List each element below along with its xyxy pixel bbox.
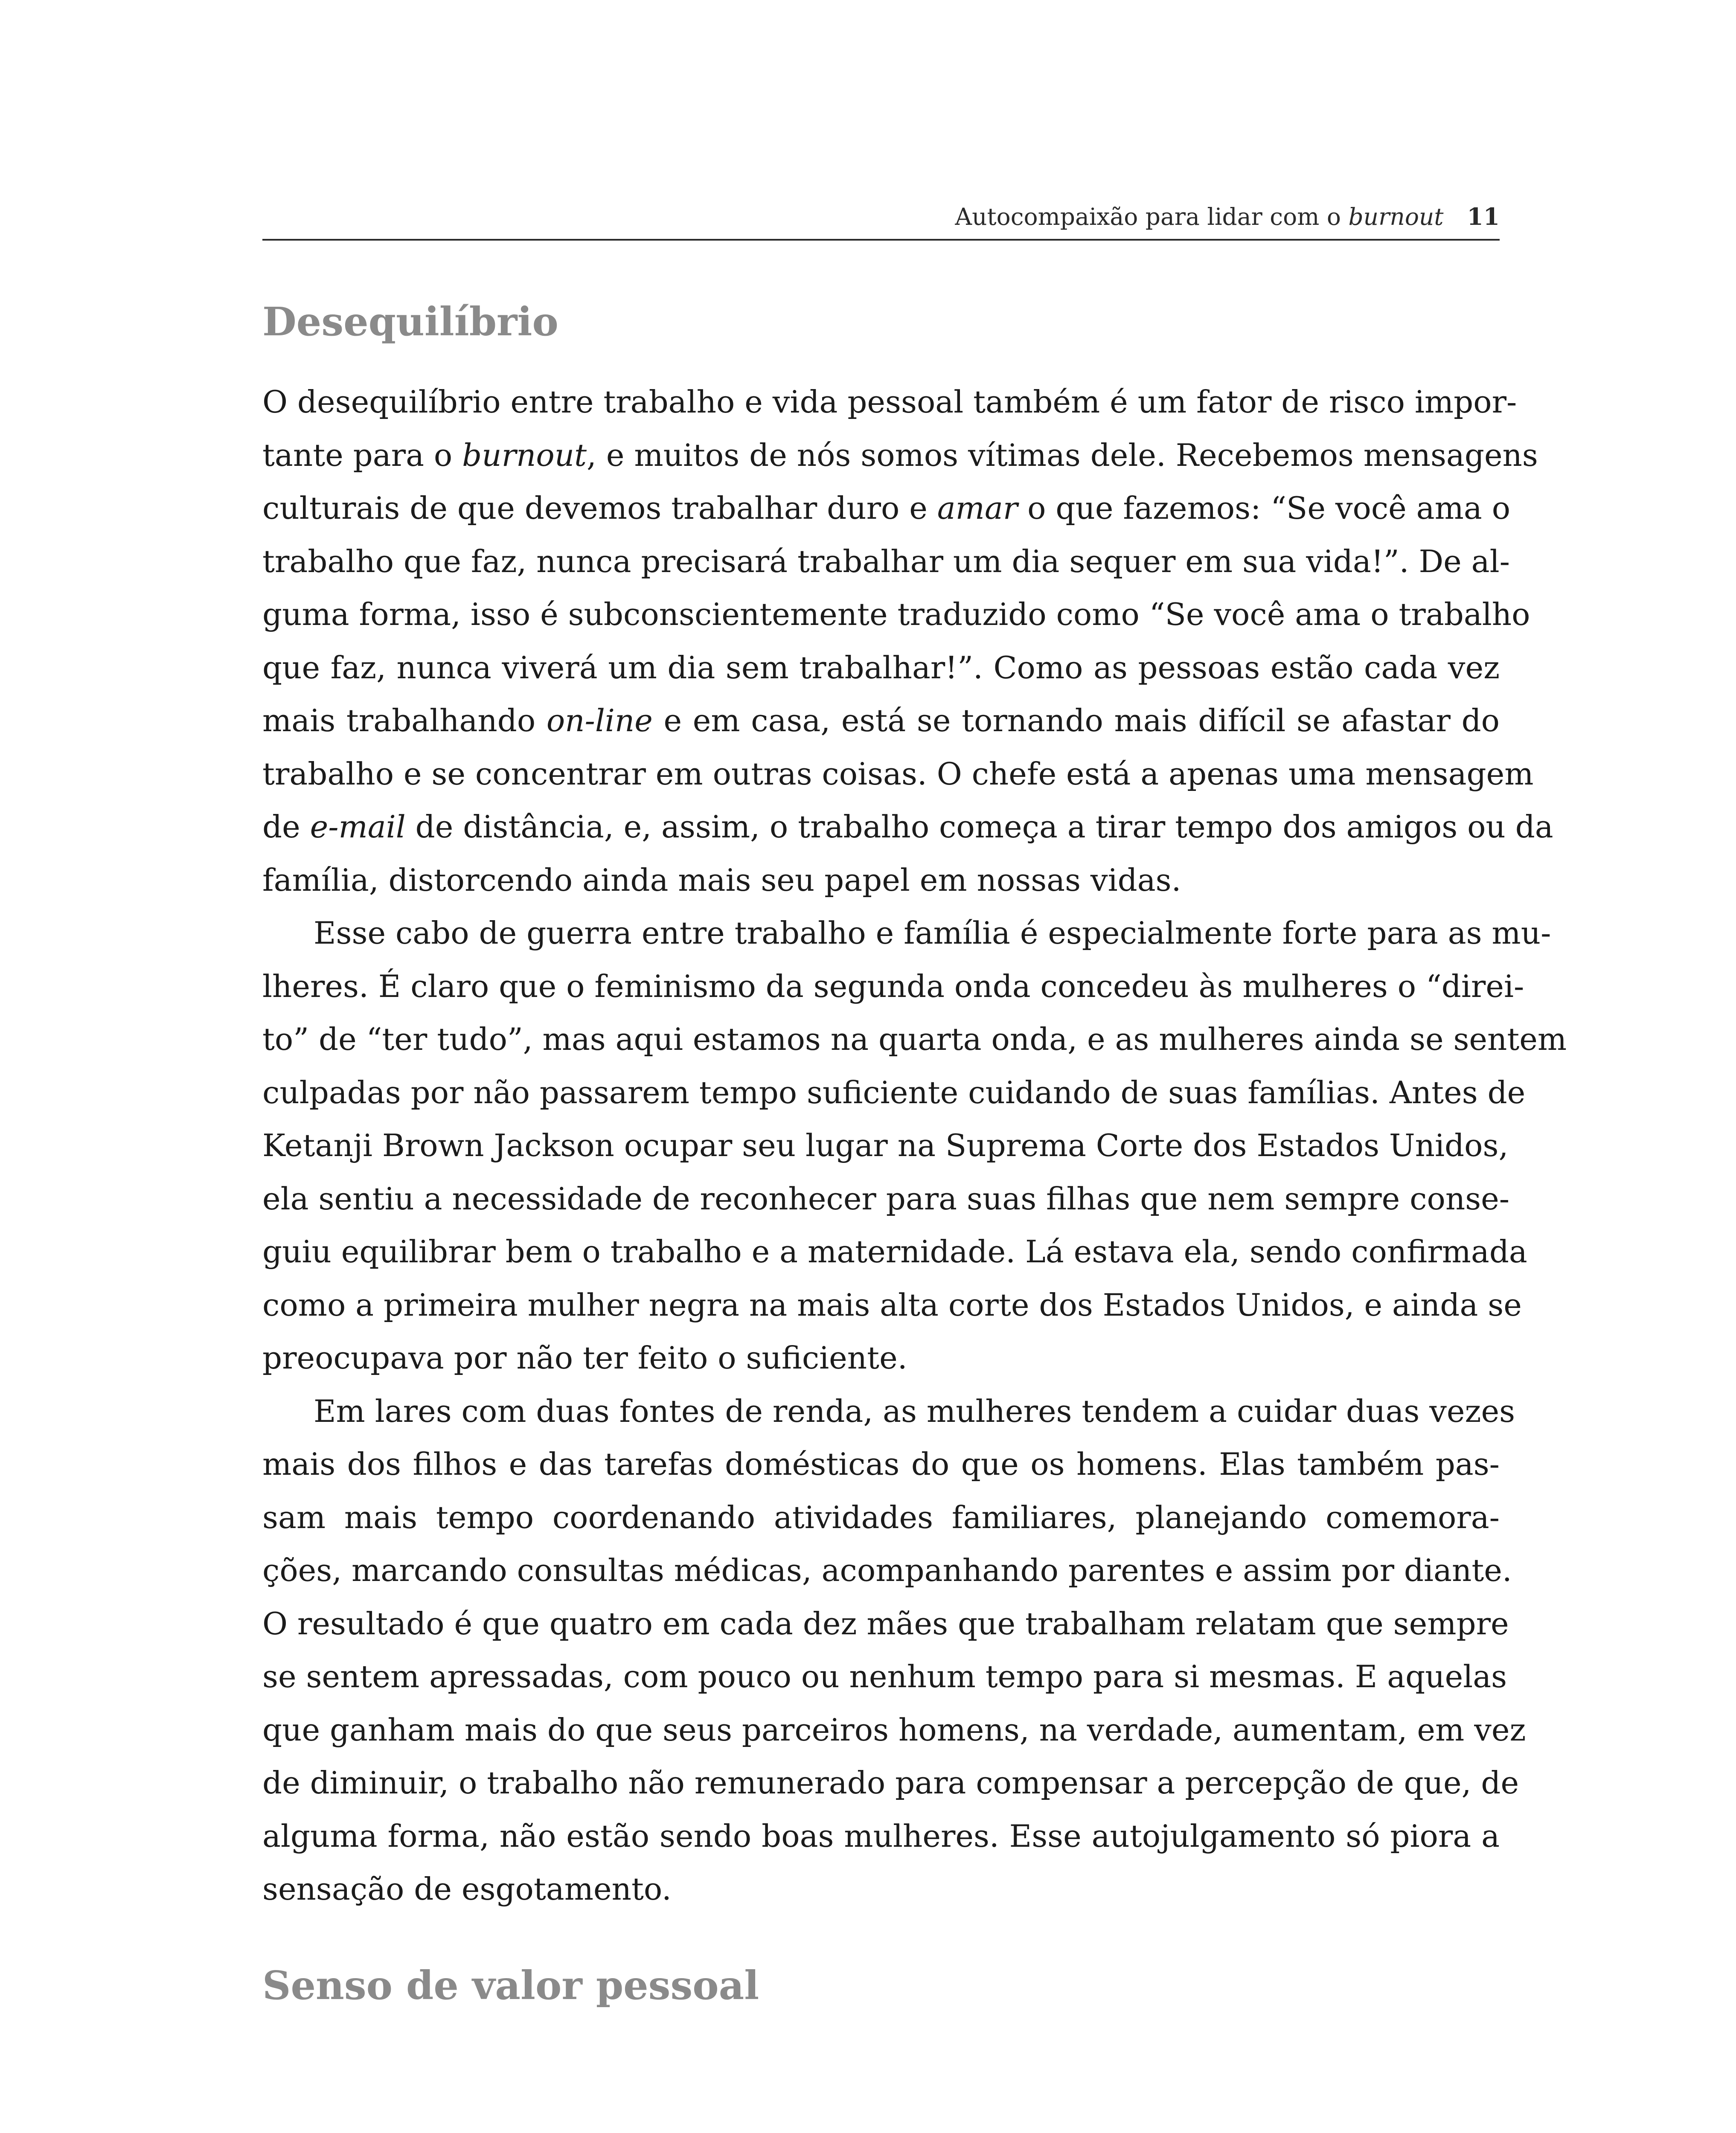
text-run: preocupava por não ter feito o suficiente. — [262, 1340, 907, 1376]
header-title-italic: burnout — [1348, 203, 1444, 230]
text-line — [262, 429, 1538, 482]
text-run: que faz, nunca viverá um dia sem trabalhar!”. Como as pessoas estão cada vez — [262, 649, 1500, 686]
text-run: trabalho que faz, nunca precisará trabalhar um dia sequer em sua vida!”. De al- — [262, 543, 1510, 579]
italic-term: amar — [937, 490, 1018, 526]
text-run: guiu equilibrar bem o trabalho e a maternidade. Lá estava ela, sendo confirmada — [262, 1234, 1527, 1270]
header-rule — [262, 239, 1500, 241]
text-line — [262, 1597, 1509, 1651]
text-line — [262, 1703, 1526, 1757]
text-run: alguma forma, não estão sendo boas mulheres. Esse autojulgamento só piora a — [262, 1818, 1500, 1854]
text-line — [262, 747, 1534, 801]
text-line — [262, 694, 1500, 747]
text-run: de diminuir, o trabalho não remunerado para compensar a percepção de que, de — [262, 1765, 1519, 1801]
text-line — [262, 1650, 1507, 1703]
text-run: to” de “ter tudo”, mas aqui estamos na quarta onda, e as mulheres ainda se sentem — [262, 1021, 1567, 1057]
italic-term: e-mail — [310, 809, 406, 845]
text-line — [262, 1544, 1512, 1597]
text-run: mais trabalhando — [262, 703, 547, 738]
text-line — [262, 1331, 1500, 1385]
text-run: Esse cabo de guerra entre trabalho e família é especialmente forte para as mu- — [314, 915, 1551, 951]
text-run: culturais de que devemos trabalhar duro e — [262, 490, 937, 526]
text-run: lheres. É claro que o feminismo da segunda onda concedeu às mulheres o “direi- — [262, 968, 1524, 1004]
text-run: mais dos filhos e das tarefas domésticas do que os homens. Elas também pas- — [262, 1446, 1500, 1482]
italic-term: on-line — [546, 703, 653, 738]
text-line — [262, 641, 1500, 695]
text-run: de — [262, 809, 310, 845]
text-run: tante para o — [262, 437, 462, 473]
section-heading-senso-de-valor-pessoal: Senso de valor pessoal — [262, 1962, 759, 2008]
text-line — [262, 1013, 1567, 1066]
text-line — [262, 588, 1530, 641]
text-line — [262, 960, 1524, 1013]
text-run: de distância, e, assim, o trabalho começa a tirar tempo dos amigos ou da — [405, 809, 1553, 845]
text-run: sam mais tempo coordenando atividades familiares, planejando comemora- — [262, 1499, 1500, 1535]
text-line — [262, 907, 1551, 960]
running-header — [262, 194, 1500, 237]
text-run: e em casa, está se tornando mais difícil se afastar do — [652, 703, 1500, 738]
text-run: como a primeira mulher negra na mais alta corte dos Estados Unidos, e ainda se — [262, 1287, 1522, 1323]
text-run: O desequilíbrio entre trabalho e vida pessoal também é um fator de risco impor- — [262, 384, 1517, 420]
text-line — [262, 1172, 1510, 1226]
text-line — [262, 1385, 1515, 1438]
text-run: família, distorcendo ainda mais seu papel em nossas vidas. — [262, 862, 1181, 898]
text-run: culpadas por não passarem tempo suficiente cuidando de suas famílias. Antes de — [262, 1074, 1526, 1110]
text-line — [262, 1491, 1500, 1544]
text-line — [262, 482, 1511, 535]
text-line — [262, 1810, 1500, 1863]
text-run: que ganham mais do que seus parceiros homens, na verdade, aumentam, em vez — [262, 1712, 1526, 1748]
text-line — [262, 1119, 1509, 1172]
header-title: Autocompaixão para lidar com o — [955, 203, 1349, 230]
text-run: guma forma, isso é subconscientemente traduzido como “Se você ama o trabalho — [262, 596, 1530, 632]
text-run: ções, marcando consultas médicas, acompanhando parentes e assim por diante. — [262, 1552, 1512, 1588]
section-heading-desequilibrio: Desequilíbrio — [262, 299, 558, 345]
text-line — [262, 1279, 1522, 1332]
text-run: se sentem apressadas, com pouco ou nenhum tempo para si mesmas. E aquelas — [262, 1659, 1507, 1694]
text-run: Ketanji Brown Jackson ocupar seu lugar na Suprema Corte dos Estados Unidos, — [262, 1128, 1509, 1163]
section-body-desequilibrio — [262, 375, 1567, 1916]
text-line — [262, 1438, 1500, 1491]
text-line — [262, 854, 1500, 907]
text-run: , e muitos de nós somos vítimas dele. Recebemos mensagens — [587, 437, 1538, 473]
italic-term: burnout — [462, 437, 587, 473]
text-line — [262, 535, 1510, 588]
text-line — [262, 1225, 1527, 1279]
text-line — [262, 375, 1517, 429]
text-line — [262, 1863, 1500, 1916]
text-run: O resultado é que quatro em cada dez mães que trabalham relatam que sempre — [262, 1605, 1509, 1642]
text-line — [262, 1756, 1519, 1810]
page-number: 11 — [1467, 203, 1500, 230]
text-run: ela sentiu a necessidade de reconhecer para suas filhas que nem sempre conse- — [262, 1180, 1510, 1217]
running-header-text — [955, 203, 1500, 230]
text-line — [262, 1066, 1526, 1119]
text-line — [262, 800, 1553, 854]
text-run: o que fazemos: “Se você ama o — [1018, 490, 1511, 526]
text-run: sensação de esgotamento. — [262, 1871, 672, 1907]
text-run: trabalho e se concentrar em outras coisas. O chefe está a apenas uma mensagem — [262, 756, 1534, 792]
text-run: Em lares com duas fontes de renda, as mulheres tendem a cuidar duas vezes — [314, 1393, 1515, 1429]
